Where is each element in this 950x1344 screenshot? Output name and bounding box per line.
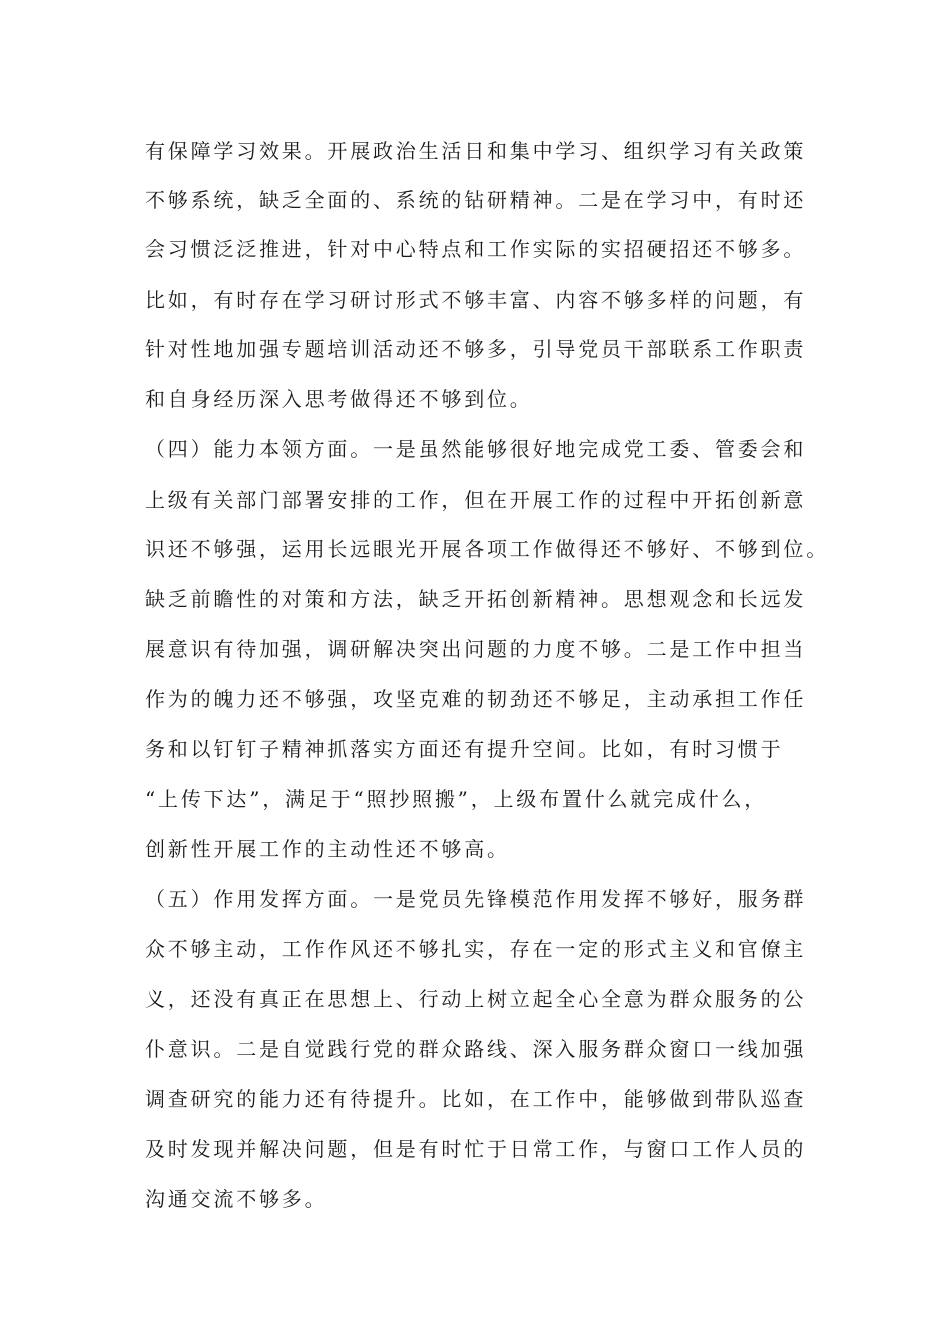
section-heading-line: （五）作用发挥方面。一是党员先锋模范作用发挥不够好，服务群: [145, 887, 807, 911]
section-heading-line: （四）能力本领方面。一是虽然能够很好地完成党工委、管委会和: [145, 437, 807, 461]
text-line: “上传下达”，满足于“照抄照搬”，上级布置什么就完成什么，: [145, 787, 768, 811]
text-line: 和自身经历深入思考做得还不够到位。: [145, 387, 533, 411]
text-line: 有保障学习效果。开展政治生活日和集中学习、组织学习有关政策: [145, 139, 807, 163]
text-line: 上级有关部门部署安排的工作，但在开展工作的过程中开拓创新意: [145, 488, 807, 512]
text-line: 缺乏前瞻性的对策和方法，缺乏开拓创新精神。思想观念和长远发: [145, 587, 807, 611]
text-line: 不够系统，缺乏全面的、系统的钻研精神。二是在学习中，有时还: [145, 188, 807, 212]
text-line: 会习惯泛泛推进，针对中心特点和工作实际的实招硬招还不够多。: [145, 237, 807, 261]
text-line: 比如，有时存在学习研讨形式不够丰富、内容不够多样的问题，有: [145, 288, 807, 312]
text-line: 针对性地加强专题培训活动还不够多，引导党员干部联系工作职责: [145, 337, 807, 361]
text-line: 务和以钉钉子精神抓落实方面还有提升空间。比如，有时习惯于: [145, 737, 784, 761]
text-line: 调查研究的能力还有待提升。比如，在工作中，能够做到带队巡查: [145, 1087, 807, 1111]
text-line: 众不够主动，工作作风还不够扎实，存在一定的形式主义和官僚主: [145, 937, 807, 961]
text-line: 创新性开展工作的主动性还不够高。: [145, 837, 510, 861]
text-line: 展意识有待加强，调研解决突出问题的力度不够。二是工作中担当: [145, 637, 807, 661]
text-line: 作为的魄力还不够强，攻坚克难的韧劲还不够足，主动承担工作任: [145, 687, 807, 711]
text-line: 义，还没有真正在思想上、行动上树立起全心全意为群众服务的公: [145, 987, 807, 1011]
text-line: 仆意识。二是自觉践行党的群众路线、深入服务群众窗口一线加强: [145, 1037, 807, 1061]
text-line: 及时发现并解决问题，但是有时忙于日常工作，与窗口工作人员的: [145, 1137, 807, 1161]
text-line: 沟通交流不够多。: [145, 1187, 328, 1211]
text-line: 识还不够强，运用长远眼光开展各项工作做得还不够好、不够到位。: [145, 537, 829, 561]
